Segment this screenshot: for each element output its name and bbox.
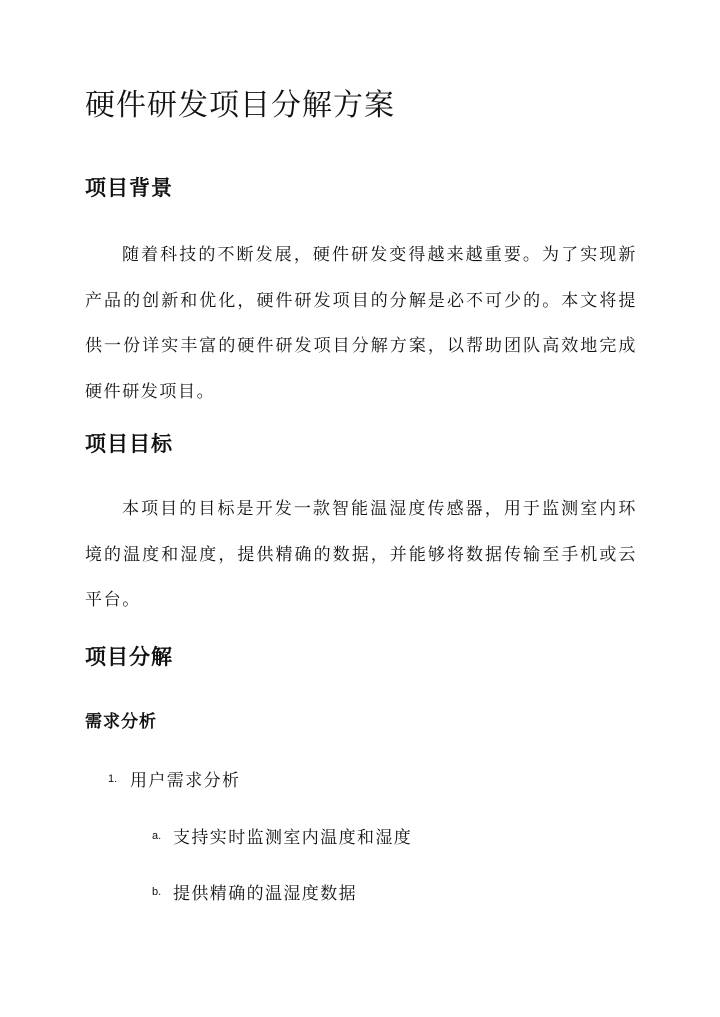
list-item-text: 用户需求分析	[130, 771, 241, 791]
subsection-heading-requirements: 需求分析	[85, 712, 157, 732]
document-title: 硬件研发项目分解方案	[85, 88, 395, 123]
sub-list-item-text: 支持实时监测室内温度和湿度	[173, 828, 413, 848]
sub-list-item-text: 提供精确的温湿度数据	[173, 884, 357, 904]
sub-list-item	[152, 879, 357, 904]
list-marker: 1.	[108, 772, 118, 785]
section-heading-background: 项目背景	[85, 175, 173, 200]
section-heading-goal: 项目目标	[85, 431, 173, 456]
sub-list-item	[152, 823, 412, 848]
section-heading-breakdown: 项目分解	[85, 644, 173, 669]
sub-list-marker: b.	[152, 885, 162, 898]
sub-list-marker: a.	[152, 829, 162, 842]
section-paragraph-goal: 本项目的目标是开发一款智能温湿度传感器，用于监测室内环境的温度和湿度，提供精确的数据，并能够将数据传输至手机或云平台。	[85, 499, 637, 610]
section-paragraph-background: 随着科技的不断发展，硬件研发变得越来越重要。为了实现新产品的创新和优化，硬件研发项目的分解是必不可少的。本文将提供一份详实丰富的硬件研发项目分解方案，以帮助团队高效地完成硬件研发项目。	[85, 245, 637, 402]
list-item	[108, 766, 240, 791]
